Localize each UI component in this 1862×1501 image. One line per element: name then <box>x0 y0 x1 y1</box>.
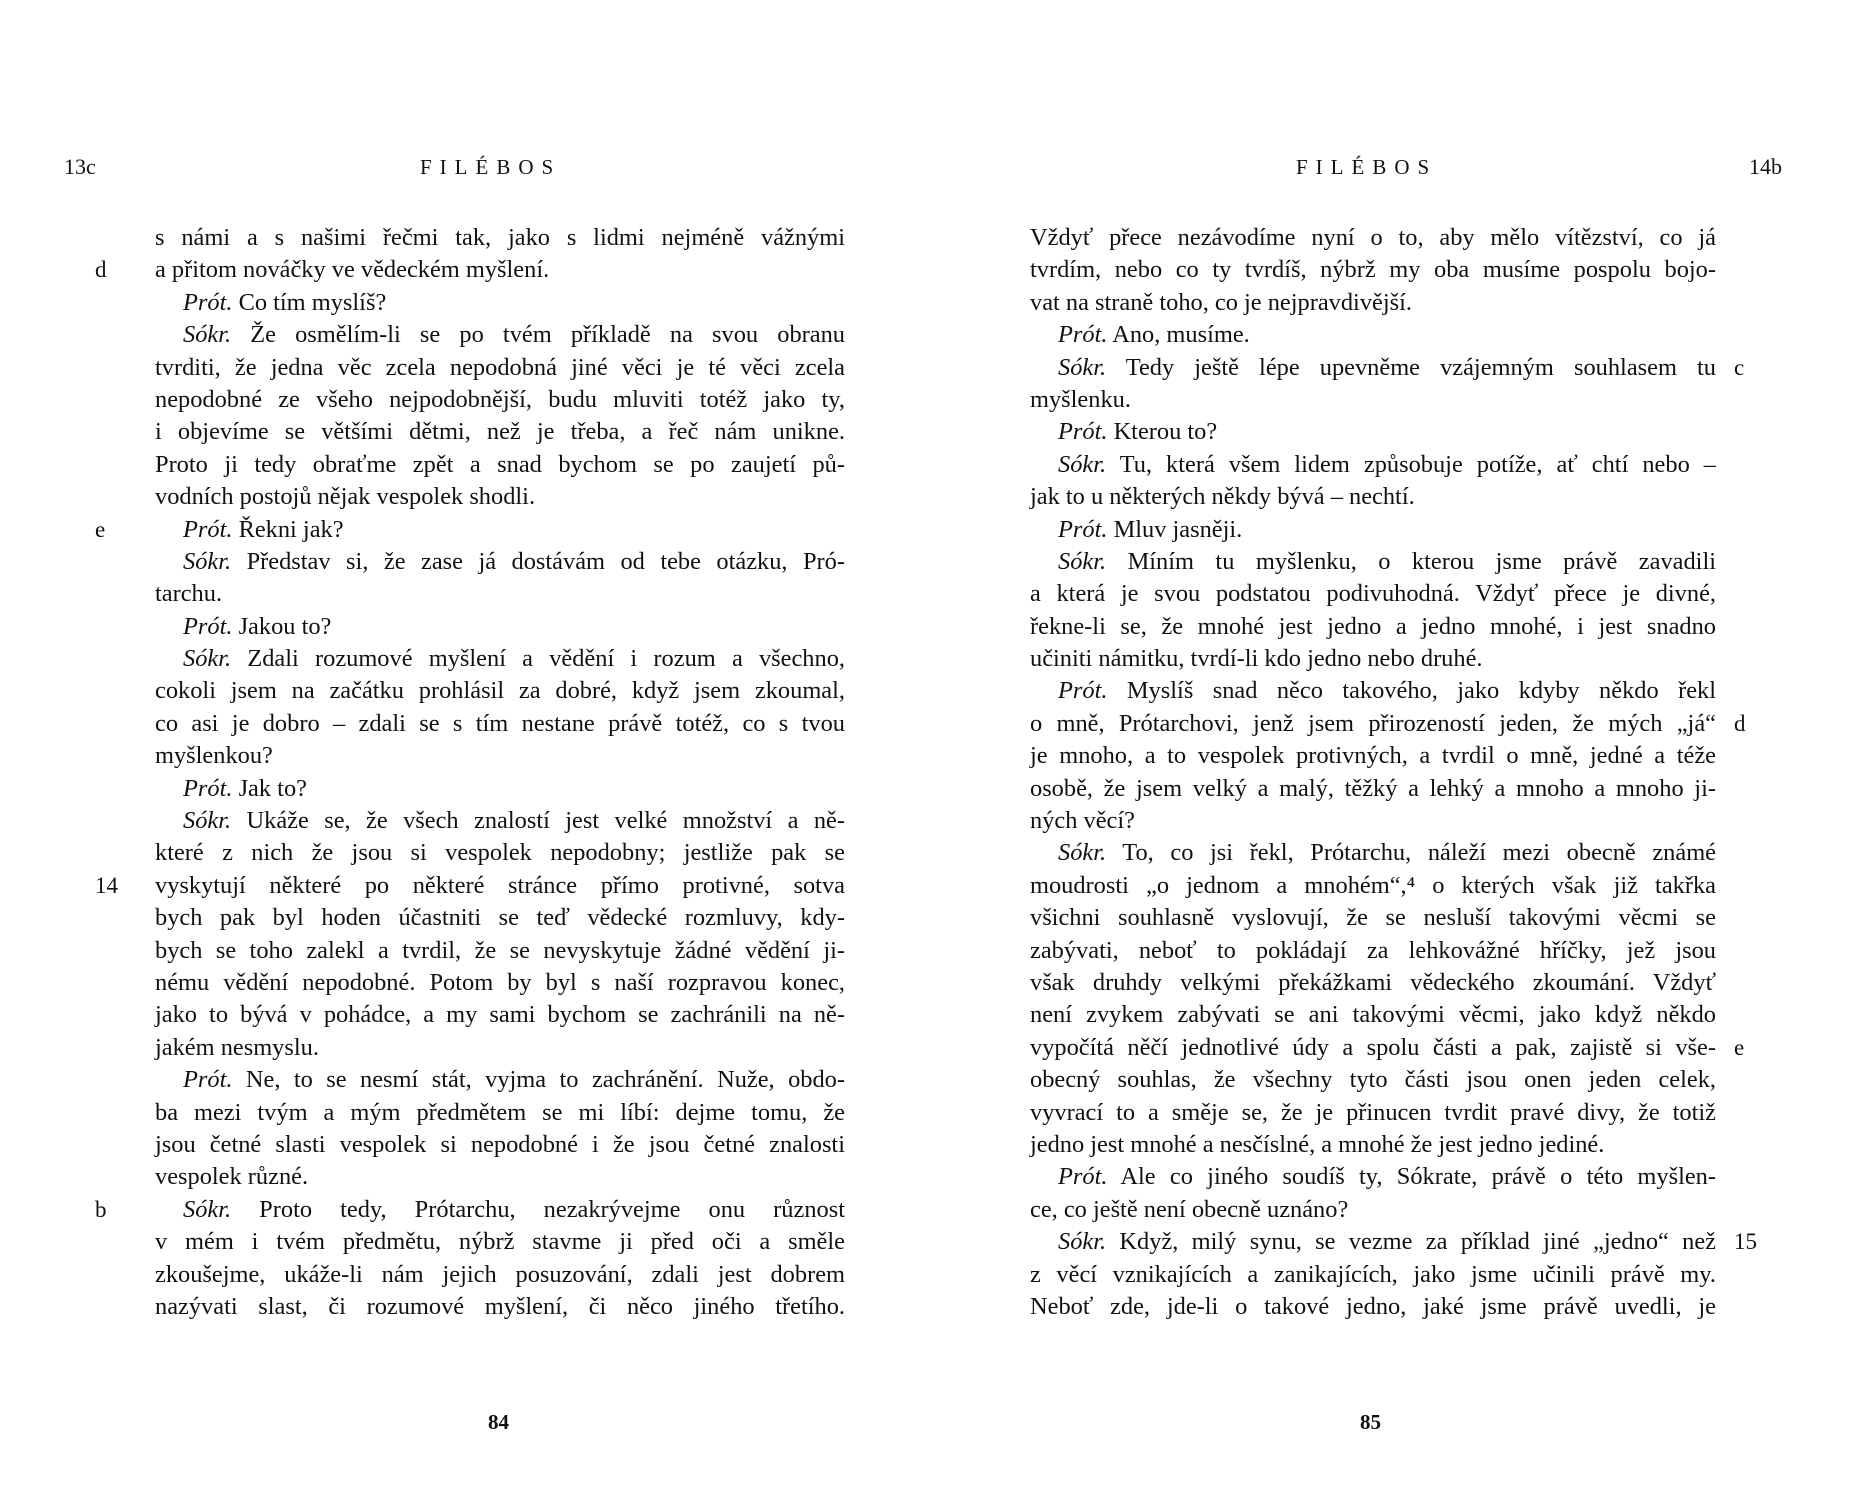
line-text: Tu, která všem lidem způsobuje potíže, ať chtí nebo – <box>1106 450 1716 478</box>
line-text: ce, co ještě není obecně uznáno? <box>1030 1195 1349 1223</box>
text-line <box>95 514 845 546</box>
text-line <box>1030 1129 1716 1161</box>
speaker-label: Sókr. <box>1058 450 1107 478</box>
line-text: učiniti námitku, tvrdí-li kdo jedno nebo druhé. <box>1030 645 1483 673</box>
line-text: Když, milý synu, se vezme za příklad jiné „jedno“ než <box>1106 1228 1716 1256</box>
line-text: vyvrací to a směje se, že je přinucen tvrdit pravé divy, že totiž <box>1030 1098 1716 1126</box>
text-line <box>1030 1226 1757 1258</box>
speaker-label: Prót. <box>183 774 233 802</box>
line-text: Tedy ještě lépe upevněme vzájemným souhlasem tu <box>1106 353 1716 381</box>
text-line <box>1030 643 1716 675</box>
left-page-text <box>95 222 845 1323</box>
line-text: ba mezi tvým a mým předmětem se mi líbí: dejme tomu, že <box>155 1098 845 1126</box>
text-line <box>1030 935 1716 967</box>
margin-reference: d <box>95 257 107 283</box>
line-text: vodních postojů nějak vespolek shodli. <box>155 483 536 511</box>
line-text: vat na straně toho, co je nejpravdivější. <box>1030 288 1412 316</box>
text-line <box>155 999 845 1031</box>
margin-reference: 15 <box>1734 1229 1757 1255</box>
text-line <box>155 967 845 999</box>
line-text: To, co jsi řekl, Prótarchu, náleží mezi obecně známé <box>1106 839 1716 867</box>
text-line <box>1030 1032 1745 1064</box>
line-text: Ne, to se nesmí stát, vyjma to zachránění. Nuže, obdo- <box>232 1066 845 1094</box>
text-line <box>1030 287 1716 319</box>
line-text: nepodobné ze všeho nejpodobnější, budu mluviti totéž jako ty, <box>155 385 845 413</box>
line-text: je mnoho, a to vespolek protivných, a tvrdil o mně, jedné a téže <box>1030 742 1716 770</box>
line-text: cokoli jsem na začátku prohlásil za dobré, když jsem zkoumal, <box>155 677 845 705</box>
text-line <box>155 1259 845 1291</box>
text-line <box>1030 319 1716 351</box>
line-text: však druhdy velkými překážkami vědeckého zkoumání. Vždyť <box>1030 968 1716 996</box>
text-line <box>1030 967 1716 999</box>
line-text: Co tím myslíš? <box>232 288 387 316</box>
line-text: Jak to? <box>232 774 307 802</box>
text-line <box>1030 708 1746 740</box>
line-text: myšlenku. <box>1030 385 1131 413</box>
line-text: Ano, musíme. <box>1107 321 1250 349</box>
line-text: Představ si, že zase já dostávám od tebe otázku, Pró- <box>231 547 845 575</box>
line-text: všichni souhlasně vyslovují, že se nesluší takovými věcmi se <box>1030 904 1716 932</box>
text-line <box>1030 1194 1716 1226</box>
text-line <box>155 805 845 837</box>
line-text: které z nich že jsou si vespolek nepodobny; jestliže pak se <box>155 839 845 867</box>
text-line <box>1030 870 1716 902</box>
speaker-label: Prót. <box>1058 418 1108 446</box>
line-text: vespolek různé. <box>155 1163 309 1191</box>
right-stephanus-ref: 14b <box>1749 154 1782 179</box>
text-line <box>1030 352 1745 384</box>
line-text: v mém i tvém předmětu, nýbrž stavme ji před oči a směle <box>155 1228 845 1256</box>
text-line <box>155 416 845 448</box>
text-line <box>155 1064 845 1096</box>
text-line <box>1030 481 1716 513</box>
text-line <box>95 1194 845 1226</box>
speaker-label: Prót. <box>183 288 233 316</box>
line-text: Proto tedy, Prótarchu, nezakrývejme onu různost <box>231 1195 845 1223</box>
line-text: a která je svou podstatou podivuhodná. Vždyť přece je divné, <box>1030 580 1716 608</box>
line-text: Řekni jak? <box>232 515 344 543</box>
speaker-label: Sókr. <box>1058 839 1107 867</box>
text-line <box>155 319 845 351</box>
text-line <box>155 384 845 416</box>
line-text: s námi a s našimi řečmi tak, jako s lidmi nejméně vážnými <box>155 224 845 251</box>
left-running-title: FILÉBOS <box>420 155 562 179</box>
line-text: Ukáže se, že všech znalostí jest velké množství a ně- <box>231 807 845 835</box>
line-text: bych pak byl hoden účastniti se teď vědecké rozmluvy, kdy- <box>155 904 845 932</box>
text-line <box>1030 384 1716 416</box>
speaker-label: Sókr. <box>1058 1228 1107 1256</box>
speaker-label: Sókr. <box>183 321 232 349</box>
text-line <box>1030 1291 1716 1323</box>
text-line <box>1030 1097 1716 1129</box>
margin-reference: c <box>1734 354 1745 380</box>
text-line <box>1030 416 1716 448</box>
text-line <box>155 675 845 707</box>
speaker-label: Sókr. <box>183 1195 232 1223</box>
line-text: jakém nesmyslu. <box>155 1033 319 1061</box>
right-page-text <box>1030 222 1757 1323</box>
text-line <box>95 870 845 902</box>
text-line <box>155 611 845 643</box>
text-line <box>155 1291 845 1323</box>
speaker-label: Sókr. <box>1058 353 1107 381</box>
line-text: obecný souhlas, že všechny tyto části jsou onen jeden celek, <box>1030 1066 1716 1094</box>
text-line <box>1030 546 1716 578</box>
margin-reference: e <box>1734 1034 1745 1060</box>
line-text: bych se toho zalekl a tvrdil, že se nevyskytuje žádné vědění ji- <box>155 936 845 964</box>
line-text: moudrosti „o jednom a mnohém“,⁴ o kterých však již takřka <box>1030 871 1716 899</box>
text-line <box>155 643 845 675</box>
text-line <box>1030 254 1716 286</box>
speaker-label: Sókr. <box>183 547 232 575</box>
text-line <box>155 481 845 513</box>
speaker-label: Prót. <box>183 612 233 640</box>
line-text: Myslíš snad něco takového, jako kdyby někdo řekl <box>1107 677 1716 705</box>
margin-reference: d <box>1734 710 1746 736</box>
line-text: co asi je dobro – zdali se s tím nestane právě totéž, co s tvou <box>155 709 845 737</box>
text-line <box>155 1032 845 1064</box>
speaker-label: Prót. <box>1058 321 1108 349</box>
line-text: vypočítá něčí jednotlivé údy a spolu části a pak, zajistě si vše- <box>1030 1033 1716 1061</box>
speaker-label: Prót. <box>183 515 233 543</box>
text-line <box>155 222 845 254</box>
text-line <box>155 935 845 967</box>
speaker-label: Prót. <box>1058 515 1108 543</box>
line-text: Proto ji tedy obraťme zpět a snad bychom se po zaujetí pů- <box>155 450 845 478</box>
text-line <box>1030 837 1716 869</box>
margin-reference: e <box>95 516 106 542</box>
text-line <box>155 1226 845 1258</box>
line-text: a přitom nováčky ve vědeckém myšlení. <box>155 256 550 284</box>
line-text: tvrdím, nebo co ty tvrdíš, nýbrž my oba musíme pospolu bojo- <box>1030 256 1716 284</box>
margin-reference: 14 <box>95 872 118 898</box>
text-line <box>1030 514 1716 546</box>
line-text: nazývati slast, či rozumové myšlení, či něco jiného třetího. <box>155 1292 845 1320</box>
text-line <box>155 837 845 869</box>
line-text: jako to bývá v pohádce, a my sami bychom se zachránili na ně- <box>155 1001 845 1029</box>
line-text: nému vědění nepodobné. Potom by byl s naší rozpravou konec, <box>155 968 845 996</box>
speaker-label: Prót. <box>1058 1163 1108 1191</box>
line-text: i objevíme se většími dětmi, než je třeba, a řeč nám unikne. <box>155 418 845 446</box>
margin-reference: b <box>95 1196 107 1222</box>
line-text: myšlenkou? <box>155 742 273 770</box>
text-line <box>155 578 845 610</box>
left-stephanus-ref: 13c <box>64 154 96 179</box>
line-text: zabývati, neboť to pokládají za lehkovážné hříčky, jež jsou <box>1030 936 1716 964</box>
text-line <box>155 449 845 481</box>
text-line <box>1030 999 1716 1031</box>
right-running-title: FILÉBOS <box>1296 155 1438 179</box>
line-text: Že osmělím-li se po tvém příkladě na svou obranu <box>231 321 845 349</box>
line-text: Kterou to? <box>1107 418 1218 446</box>
text-line <box>155 1161 845 1193</box>
text-line <box>1030 902 1716 934</box>
line-text: jedno jest mnohé a nesčíslné, a mnohé že jest jedno jediné. <box>1030 1130 1605 1158</box>
line-text: zkoušejme, ukáže-li nám jejich posuzování, zdali jest dobrem <box>155 1260 845 1288</box>
line-text: Míním tu myšlenku, o kterou jsme právě zavadili <box>1106 547 1716 575</box>
text-line <box>1030 773 1716 805</box>
line-text: řekne-li se, že mnohé jest jedno a jedno mnohé, i jest snadno <box>1030 612 1716 640</box>
text-line <box>155 740 845 772</box>
left-page-number: 84 <box>488 1410 509 1434</box>
text-line <box>1030 222 1716 254</box>
text-line <box>1030 449 1716 481</box>
line-text: Vždyť přece nezávodíme nyní o to, aby mělo vítězství, co já <box>1030 224 1716 251</box>
text-line <box>155 708 845 740</box>
speaker-label: Prót. <box>183 1066 233 1094</box>
text-line <box>155 773 845 805</box>
line-text: tvrditi, že jedna věc zcela nepodobná jiné věci je té věci zcela <box>155 353 845 381</box>
text-line <box>1030 1161 1716 1193</box>
text-line <box>155 1097 845 1129</box>
text-line <box>1030 1259 1716 1291</box>
text-line <box>155 287 845 319</box>
speaker-label: Prót. <box>1058 677 1108 705</box>
line-text: jsou četné slasti vespolek si nepodobné i že jsou četné znalosti <box>155 1130 845 1158</box>
text-line <box>155 546 845 578</box>
line-text: není zvykem zabývati se ani takovými věcmi, jako když někdo <box>1030 1001 1716 1029</box>
speaker-label: Sókr. <box>183 645 232 673</box>
text-line <box>155 352 845 384</box>
line-text: Ale co jiného soudíš ty, Sókrate, právě o této myšlen- <box>1107 1163 1716 1191</box>
text-line <box>155 1129 845 1161</box>
line-text: Jakou to? <box>232 612 332 640</box>
line-text: vyskytují některé po některé stránce přímo protivné, sotva <box>155 871 845 899</box>
line-text: osobě, že jsem velký a malý, těžký a lehký a mnoho a mnoho ji- <box>1030 774 1716 802</box>
text-line <box>155 902 845 934</box>
line-text: ných věcí? <box>1030 807 1135 835</box>
text-line <box>1030 578 1716 610</box>
text-line <box>1030 805 1716 837</box>
text-line <box>1030 611 1716 643</box>
speaker-label: Sókr. <box>1058 547 1107 575</box>
line-text: Neboť zde, jde-li o takové jedno, jaké jsme právě uvedli, je <box>1030 1292 1716 1320</box>
text-line <box>1030 1064 1716 1096</box>
line-text: jak to u některých někdy bývá – nechtí. <box>1030 483 1415 511</box>
text-line <box>1030 675 1716 707</box>
right-page-number: 85 <box>1360 1410 1381 1434</box>
line-text: z věcí vznikajících a zanikajících, jako jsme učinili právě my. <box>1030 1260 1716 1288</box>
line-text: tarchu. <box>155 580 223 608</box>
speaker-label: Sókr. <box>183 807 232 835</box>
line-text: Zdali rozumové myšlení a vědění i rozum a všechno, <box>231 645 845 673</box>
line-text: Mluv jasněji. <box>1107 515 1243 543</box>
text-line <box>95 254 845 286</box>
line-text: o mně, Prótarchovi, jenž jsem přirozeností jeden, že mých „já“ <box>1030 709 1716 737</box>
text-line <box>1030 740 1716 772</box>
